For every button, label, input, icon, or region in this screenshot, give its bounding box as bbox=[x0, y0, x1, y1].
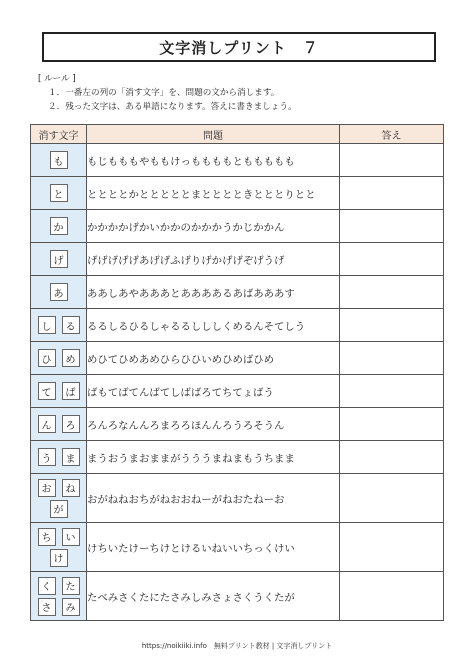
erase-char-box: ね bbox=[62, 479, 80, 497]
erase-chars-cell bbox=[31, 523, 87, 572]
erase-chars-cell bbox=[31, 375, 87, 408]
erase-chars-cell bbox=[31, 210, 87, 243]
erase-chars-group bbox=[31, 375, 86, 407]
erase-chars-cell bbox=[31, 309, 87, 342]
erase-chars-cell bbox=[31, 572, 87, 621]
erase-char-box: う bbox=[38, 448, 56, 466]
erase-char-box: け bbox=[50, 549, 68, 567]
table-body bbox=[31, 144, 444, 621]
rules-section bbox=[38, 72, 297, 114]
answer-cell[interactable] bbox=[340, 210, 444, 243]
worksheet-table bbox=[30, 124, 444, 621]
erase-chars-group bbox=[31, 243, 86, 275]
table-row bbox=[31, 243, 444, 276]
problem-text: ろんろなんんろまろろほんんろうろそうん bbox=[87, 408, 340, 441]
problem-text: もじもももやももけっももももとももももも bbox=[87, 144, 340, 177]
erase-char-box: み bbox=[62, 598, 80, 616]
erase-char-box: る bbox=[62, 316, 80, 334]
erase-char-box: お bbox=[38, 479, 56, 497]
table-row bbox=[31, 177, 444, 210]
page-title: 文字消しプリント ７ bbox=[42, 32, 436, 62]
answer-cell[interactable] bbox=[340, 243, 444, 276]
table-row bbox=[31, 210, 444, 243]
header-answer: 答え bbox=[340, 125, 444, 144]
answer-cell[interactable] bbox=[340, 144, 444, 177]
footer-text: https://noikiiki.info 無料プリント教材 | 文字消しプリント bbox=[141, 642, 333, 650]
erase-char-box: ま bbox=[62, 448, 80, 466]
rules-heading: [ ルール ] bbox=[38, 74, 76, 84]
answer-cell[interactable] bbox=[340, 177, 444, 210]
header-erase-chars: 消す文字 bbox=[31, 125, 87, 144]
problem-text: おがねねおちがねおおねーがねおたねーお bbox=[87, 474, 340, 523]
erase-char-box: さ bbox=[38, 598, 56, 616]
answer-cell[interactable] bbox=[340, 375, 444, 408]
erase-chars-group bbox=[31, 474, 86, 522]
answer-cell[interactable] bbox=[340, 572, 444, 621]
table-row bbox=[31, 276, 444, 309]
erase-chars-cell bbox=[31, 474, 87, 523]
table-row bbox=[31, 144, 444, 177]
table-row bbox=[31, 375, 444, 408]
erase-char-box: ち bbox=[38, 528, 56, 546]
header-problem: 問題 bbox=[87, 125, 340, 144]
erase-chars-group bbox=[31, 309, 86, 341]
table-row bbox=[31, 474, 444, 523]
rule-item-1: １．一番左の列の「消す文字」を、問題の文から消します。 bbox=[48, 88, 280, 98]
erase-char-box: て bbox=[38, 382, 56, 400]
erase-chars-cell bbox=[31, 408, 87, 441]
answer-cell[interactable] bbox=[340, 408, 444, 441]
table-row bbox=[31, 342, 444, 375]
rule-item-2: ２．残った文字は、ある単語になります。答えに書きましょう。 bbox=[48, 102, 297, 112]
erase-char-box: と bbox=[50, 184, 68, 202]
table-row bbox=[31, 572, 444, 621]
problem-text: けちいたけーちけとけるいねいいちっくけい bbox=[87, 523, 340, 572]
erase-chars-group bbox=[31, 342, 86, 374]
erase-char-box: し bbox=[38, 316, 56, 334]
problem-text: かかかかげかいかかのかかかうかじかかん bbox=[87, 210, 340, 243]
erase-chars-group bbox=[31, 523, 86, 571]
answer-cell[interactable] bbox=[340, 441, 444, 474]
erase-char-box: げ bbox=[50, 250, 68, 268]
erase-chars-cell bbox=[31, 342, 87, 375]
erase-char-box: か bbox=[50, 217, 68, 235]
problem-text: たべみさくたにたさみしみさょさくうくたが bbox=[87, 572, 340, 621]
problem-text: げげげげげあげげふげりげかげげぞげうげ bbox=[87, 243, 340, 276]
erase-chars-cell bbox=[31, 177, 87, 210]
erase-char-box: ひ bbox=[38, 349, 56, 367]
problem-text: ああしあやあああとああああるあばあああす bbox=[87, 276, 340, 309]
erase-char-box: い bbox=[62, 528, 80, 546]
erase-chars-group bbox=[31, 572, 86, 620]
erase-chars-group bbox=[31, 177, 86, 209]
answer-cell[interactable] bbox=[340, 342, 444, 375]
erase-chars-group bbox=[31, 441, 86, 473]
erase-char-box: が bbox=[50, 500, 68, 518]
erase-chars-group bbox=[31, 144, 86, 176]
table-row bbox=[31, 408, 444, 441]
erase-char-box: ば bbox=[62, 382, 80, 400]
erase-chars-cell bbox=[31, 441, 87, 474]
erase-char-box: も bbox=[50, 151, 68, 169]
table-row bbox=[31, 309, 444, 342]
erase-char-box: ろ bbox=[62, 415, 80, 433]
erase-chars-cell bbox=[31, 243, 87, 276]
answer-cell[interactable] bbox=[340, 309, 444, 342]
problem-text: まうおうまおままがうううまねまもうちまま bbox=[87, 441, 340, 474]
problem-text: ととととかとととととまとととときとととりとと bbox=[87, 177, 340, 210]
problem-text: めひてひめあめひらひひいめひめばひめ bbox=[87, 342, 340, 375]
erase-char-box: く bbox=[38, 577, 56, 595]
table-header-row bbox=[31, 125, 444, 144]
erase-chars-group bbox=[31, 408, 86, 440]
answer-cell[interactable] bbox=[340, 276, 444, 309]
answer-cell[interactable] bbox=[340, 474, 444, 523]
erase-chars-cell bbox=[31, 144, 87, 177]
erase-char-box: め bbox=[62, 349, 80, 367]
erase-char-box: あ bbox=[50, 283, 68, 301]
erase-chars-group bbox=[31, 210, 86, 242]
problem-text: ばもてばてんばてしばばろてちてょばう bbox=[87, 375, 340, 408]
erase-char-box: ん bbox=[38, 415, 56, 433]
table-row bbox=[31, 523, 444, 572]
problem-text: るるしるひるしゃるるしししくめるんそてしう bbox=[87, 309, 340, 342]
erase-chars-cell bbox=[31, 276, 87, 309]
table-row bbox=[31, 441, 444, 474]
erase-char-box: た bbox=[62, 577, 80, 595]
erase-chars-group bbox=[31, 276, 86, 308]
answer-cell[interactable] bbox=[340, 523, 444, 572]
